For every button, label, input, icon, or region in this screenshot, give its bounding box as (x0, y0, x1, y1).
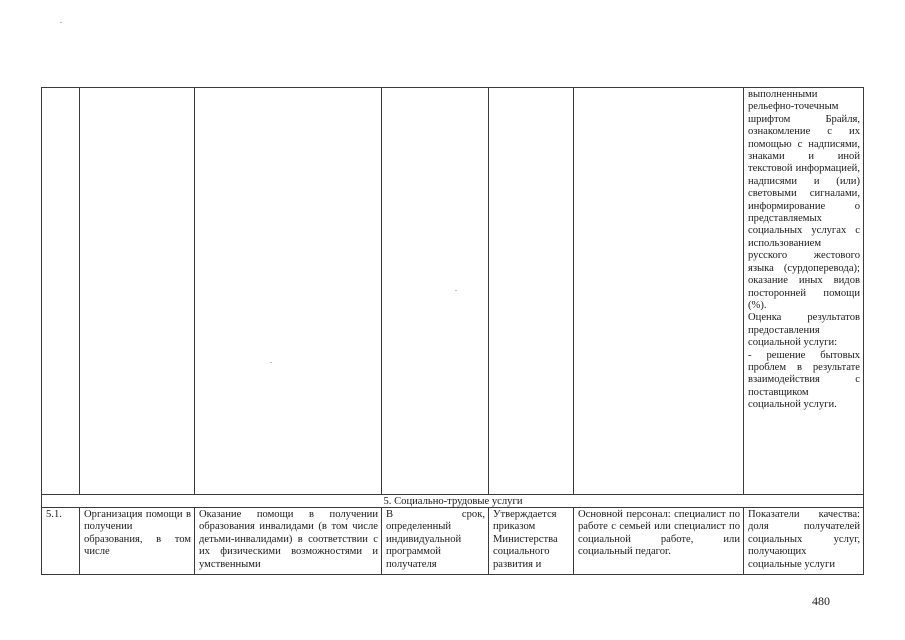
evaluation-item: - решение бытовых проблем в результате взаимодействия с поставщиком социальной услуги. (748, 349, 860, 411)
service-name: Организация помощи в получении образования, в том числе (80, 508, 195, 575)
service-quality: Показатели качества: доля получателей социальных услуг, получающих социальные услуги (744, 508, 864, 575)
scan-speck (60, 22, 62, 23)
quality-text: выполненными рельефно-точечным шрифтом Брайля, ознакомление с их помощью с надписями, знаками и иной текстовой информацией, надписями и (или) световыми сигналами, информирование о представляемых социальных услугах с использованием русского жестового языка (сурдоперевода); оказание иных видов посторонней помощи (%). (748, 89, 860, 311)
section-header-row (42, 495, 864, 508)
page-number: 480 (812, 594, 830, 608)
section-title: 5. Социально-трудовые услуги (42, 495, 864, 508)
services-table (41, 87, 864, 575)
service-term: В срок, определенный индивидуальной программой получателя (382, 508, 489, 575)
evaluation-heading: Оценка результатов предоставления социальной услуги: (748, 312, 860, 349)
row-number: 5.1. (42, 508, 80, 575)
table-cell (80, 88, 195, 495)
quality-indicators-cell (744, 88, 864, 495)
table-cell (195, 88, 382, 495)
table-cell (42, 88, 80, 495)
table-row-5-1 (42, 508, 864, 575)
table-cell (574, 88, 744, 495)
service-conditions: Основной персонал: специалист по работе с семьей или специалист по социальной работе, или социальный педагог. (574, 508, 744, 575)
table-row-continuation (42, 88, 864, 495)
table-cell (382, 88, 489, 495)
service-tariff: Утверждается приказом Министерства социального развития и (489, 508, 574, 575)
service-description: Оказание помощи в получении образования инвалидами (в том числе детьми-инвалидами) в соответствии с их физическими возможностями и умственными (195, 508, 382, 575)
table-cell (489, 88, 574, 495)
